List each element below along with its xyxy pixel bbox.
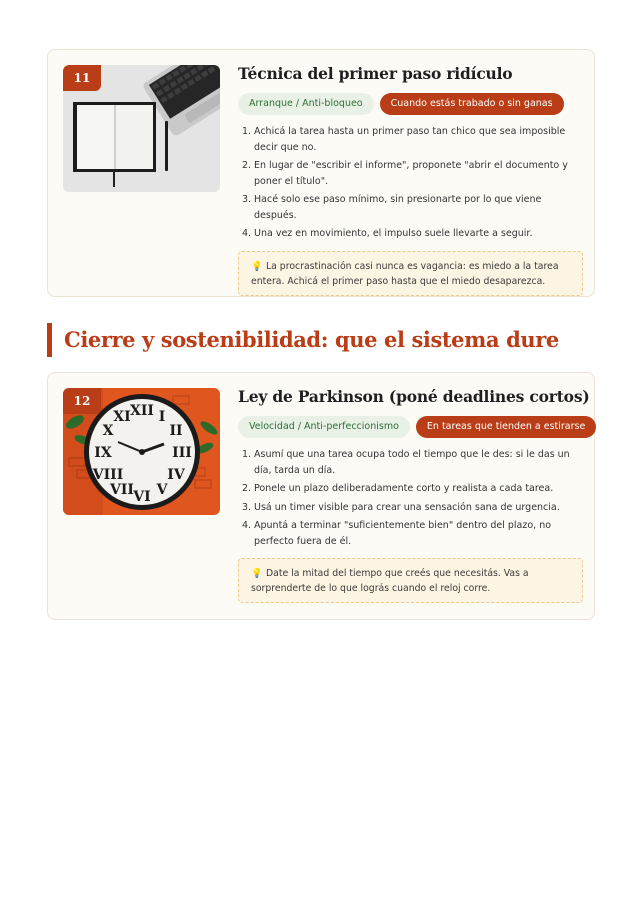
lightbulb-icon: 💡 <box>251 260 263 272</box>
tip-text: Date la mitad del tiempo que creés que necesitás. Vas a sorprenderte de lo que lográs cuando el reloj corre. <box>251 568 529 594</box>
list-item: 1. Achicá la tarea hasta un primer paso tan chico que sea imposible decir que no. <box>242 126 566 153</box>
steps-list <box>238 124 583 242</box>
svg-text:XII: XII <box>130 403 154 419</box>
svg-text:V: V <box>156 482 168 498</box>
tip-box <box>238 251 583 296</box>
svg-text:VIII: VIII <box>92 467 124 483</box>
svg-text:XI: XI <box>113 409 131 425</box>
category-tag: Arranque / Anti-bloqueo <box>238 93 374 115</box>
steps-list <box>238 447 583 549</box>
list-item: 4. Una vez en movimiento, el impulso suele llevarte a seguir. <box>242 228 533 239</box>
card-title: Técnica del primer paso ridículo <box>238 64 513 83</box>
svg-text:X: X <box>102 423 114 439</box>
category-tag: Velocidad / Anti-perfeccionismo <box>238 416 410 438</box>
lightbulb-icon: 💡 <box>251 568 263 579</box>
svg-text:VII: VII <box>110 482 134 498</box>
section-heading: Cierre y sostenibilidad: que el sistema dure <box>47 323 559 357</box>
tip-text: La procrastinación casi nunca es vagancia: es miedo a la tarea entera. Achicá el primer paso hasta que el miedo desaparezca. <box>251 260 559 287</box>
list-item: 2. Ponele un plazo deliberadamente corto y realista a cada tarea. <box>242 483 554 494</box>
svg-text:IV: IV <box>167 467 185 483</box>
svg-text:VI: VI <box>133 489 151 505</box>
svg-text:I: I <box>158 409 166 425</box>
tip-box <box>238 558 583 603</box>
svg-text:II: II <box>169 423 183 439</box>
list-item: 3. Usá un timer visible para crear una sensación sana de urgencia. <box>242 501 560 513</box>
list-item: 2. En lugar de "escribir el informe", proponete "abrir el documento y poner el título". <box>242 160 568 187</box>
list-item: 1. Asumí que una tarea ocupa todo el tiempo que le des: si le das un día, tarda un día. <box>242 449 570 476</box>
card-number-badge: 11 <box>63 65 101 91</box>
card-number-badge: 12 <box>63 388 101 414</box>
list-item: 3. Hacé solo ese paso mínimo, sin presionarte por lo que viene después. <box>242 194 542 221</box>
list-item: 4. Apuntá a terminar "suficientemente bien" dentro del plazo, no perfecto fuera de él. <box>242 520 552 547</box>
svg-text:IX: IX <box>94 445 112 461</box>
card-image <box>63 65 220 192</box>
when-tag: En tareas que tienden a estirarse <box>416 416 596 438</box>
card-image <box>63 388 220 515</box>
when-tag: Cuando estás trabado o sin ganas <box>380 93 564 115</box>
svg-text:III: III <box>172 445 192 461</box>
card-title: Ley de Parkinson (poné deadlines cortos) <box>238 387 590 406</box>
technique-card <box>47 372 595 620</box>
technique-card <box>47 49 595 297</box>
